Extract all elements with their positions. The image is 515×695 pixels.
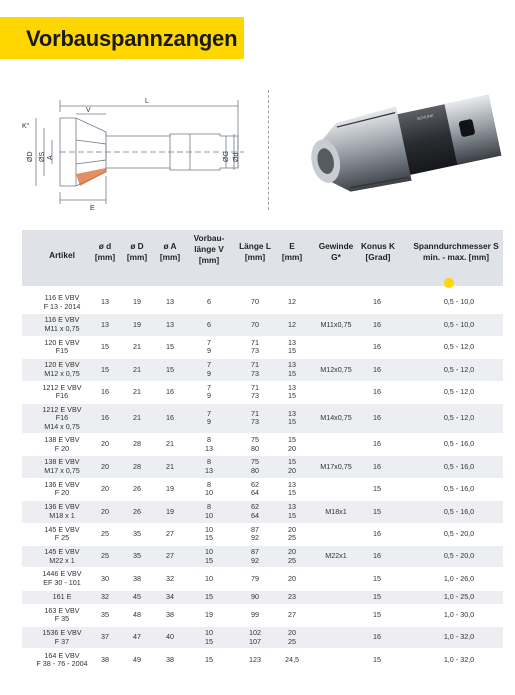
cell-A: 21 <box>166 439 174 449</box>
cell-D: 26 <box>133 484 141 494</box>
cell-d: 38 <box>101 654 109 664</box>
table-row <box>22 359 503 381</box>
cell-D: 19 <box>133 319 141 329</box>
cell-d: 32 <box>101 591 109 601</box>
cell-E: 20 <box>288 573 296 583</box>
drawing-label-phiG: ØG <box>223 151 230 162</box>
table-row <box>22 546 503 568</box>
cell-D: 26 <box>133 506 141 516</box>
cell-K: 16 <box>373 632 381 642</box>
cell-L: 75 80 <box>251 457 259 476</box>
cell-artikel: 138 E VBV M17 x 0,75 <box>44 457 80 476</box>
cell-artikel: 1536 E VBV F 37 <box>42 628 82 646</box>
cell-artikel: 116 E VBV F 13 - 2014 <box>43 293 81 311</box>
cell-K: 15 <box>373 484 381 494</box>
cell-D: 21 <box>133 364 141 374</box>
cell-artikel: 138 E VBV F 20 <box>44 435 80 453</box>
cell-A: 40 <box>166 632 174 642</box>
cell-K: 16 <box>373 413 381 423</box>
cell-artikel: 136 E VBV M18 x 1 <box>44 502 80 520</box>
cell-A: 13 <box>166 319 174 329</box>
table-row <box>22 404 503 434</box>
cell-K: 16 <box>373 528 381 538</box>
cell-D: 21 <box>133 342 141 352</box>
cell-L: 90 <box>251 591 259 601</box>
table-row <box>22 649 503 671</box>
cell-E: 27 <box>288 610 296 620</box>
cell-G: M18x1 <box>325 506 347 516</box>
cell-d: 37 <box>101 632 109 642</box>
cell-G <box>310 479 362 500</box>
cell-S: 0,5 - 20,0 <box>443 528 475 538</box>
cell-D: 47 <box>133 632 141 642</box>
cell-G: M14x0,75 <box>320 413 352 423</box>
cell-A: 32 <box>166 573 174 583</box>
cell-L: 71 73 <box>251 382 259 401</box>
cell-E: 20 25 <box>288 547 296 565</box>
cell-V: 15 <box>205 654 213 664</box>
col-header-artikel: Artikel <box>49 250 75 260</box>
cell-E: 15 20 <box>288 457 296 476</box>
col-header-E: E [mm] <box>281 241 303 262</box>
photo-brand: SCHUNK <box>416 112 434 122</box>
cell-A: 27 <box>166 528 174 538</box>
cell-V: 8 10 <box>205 479 213 498</box>
cell-artikel: 1446 E VBV EF 30 - 101 <box>42 569 82 587</box>
cell-V: 10 <box>205 573 213 583</box>
table-header <box>22 230 503 286</box>
cell-V: 8 13 <box>205 435 213 453</box>
table-row <box>22 501 503 523</box>
cell-V: 7 9 <box>207 360 211 378</box>
cell-E: 13 15 <box>288 382 296 401</box>
cell-D: 21 <box>133 386 141 396</box>
col-header-D: ø D [mm] <box>126 241 148 262</box>
cell-S: 0,5 - 12,0 <box>443 386 475 396</box>
drawing-label-phid: Ød <box>233 152 240 162</box>
cell-S: 0,5 - 12,0 <box>443 364 475 374</box>
cell-artikel: 161 E <box>52 591 72 601</box>
cell-d: 15 <box>101 364 109 374</box>
cell-L: 99 <box>251 610 259 620</box>
cell-S: 1,0 - 32,0 <box>443 654 475 664</box>
cell-L: 87 92 <box>251 524 259 543</box>
cell-V: 6 <box>207 297 211 307</box>
cell-G <box>310 434 362 455</box>
cell-S: 0,5 - 10,0 <box>443 319 475 329</box>
table-row <box>22 456 503 478</box>
cell-G: M11x0,75 <box>320 319 352 329</box>
cell-d: 20 <box>101 506 109 516</box>
cell-d: 20 <box>101 484 109 494</box>
table-row <box>22 479 503 501</box>
col-header-G: Gewinde G* <box>318 241 354 262</box>
cell-L: 123 <box>249 654 261 664</box>
cell-L: 62 64 <box>251 479 259 498</box>
cell-K: 16 <box>373 461 381 471</box>
cell-S: 0,5 - 16,0 <box>443 439 475 449</box>
cell-K: 15 <box>373 654 381 664</box>
cell-V: 10 15 <box>205 547 213 565</box>
cell-G: M22x1 <box>325 551 347 561</box>
cell-K: 16 <box>373 551 381 561</box>
cell-V: 10 15 <box>205 524 213 543</box>
cell-L: 71 73 <box>251 337 259 356</box>
cell-A: 15 <box>166 342 174 352</box>
table-row <box>22 605 503 627</box>
drawing-label-K: K° <box>22 123 30 130</box>
cell-K: 16 <box>373 297 381 307</box>
cell-artikel: 136 E VBV F 20 <box>44 479 80 498</box>
cell-V: 7 9 <box>207 337 211 356</box>
cell-G <box>310 292 362 313</box>
col-header-V: Vorbau- länge V [mm] <box>193 233 225 265</box>
cell-K: 15 <box>373 506 381 516</box>
cell-K: 15 <box>373 591 381 601</box>
drawing-label-phiD: ØD <box>27 151 34 162</box>
technical-drawing <box>20 88 252 216</box>
table-row <box>22 292 503 314</box>
cell-S: 0,5 - 20,0 <box>443 551 475 561</box>
table-row <box>22 337 503 359</box>
cell-G: M17x0,75 <box>320 461 352 471</box>
cell-K: 16 <box>373 342 381 352</box>
cell-S: 1,0 - 26,0 <box>443 573 475 583</box>
cell-S: 1,0 - 32,0 <box>443 632 475 642</box>
table-row <box>22 434 503 456</box>
cell-L: 71 73 <box>251 360 259 378</box>
cell-E: 24,5 <box>285 654 299 664</box>
cell-G <box>310 568 362 589</box>
cell-D: 35 <box>133 551 141 561</box>
cell-E: 23 <box>288 591 296 601</box>
cell-K: 16 <box>373 319 381 329</box>
col-header-d: ø d [mm] <box>94 241 116 262</box>
cell-artikel: 1212 E VBV F16 M14 x 0,75 <box>42 404 82 431</box>
divider-line <box>268 90 269 210</box>
collet-photo <box>282 86 504 204</box>
cell-artikel: 120 E VBV F15 <box>44 337 80 356</box>
cell-d: 25 <box>101 528 109 538</box>
cell-L: 87 92 <box>251 547 259 565</box>
cell-D: 45 <box>133 591 141 601</box>
cell-D: 48 <box>133 610 141 620</box>
cell-d: 30 <box>101 573 109 583</box>
cell-D: 49 <box>133 654 141 664</box>
page-title: Vorbauspannzangen <box>26 26 238 51</box>
cell-D: 28 <box>133 461 141 471</box>
table-row <box>22 591 503 605</box>
table-row <box>22 568 503 590</box>
cell-E: 12 <box>288 297 296 307</box>
cell-L: 70 <box>251 319 259 329</box>
cell-G <box>310 649 362 670</box>
cell-S: 1,0 - 30,0 <box>443 610 475 620</box>
cell-A: 16 <box>166 413 174 423</box>
cell-d: 20 <box>101 461 109 471</box>
cell-A: 21 <box>166 461 174 471</box>
cell-S: 0,5 - 12,0 <box>443 413 475 423</box>
cell-d: 20 <box>101 439 109 449</box>
cell-E: 13 15 <box>288 479 296 498</box>
cell-S: 0,5 - 12,0 <box>443 342 475 352</box>
cell-G <box>310 605 362 626</box>
cell-G <box>310 524 362 545</box>
cell-D: 28 <box>133 439 141 449</box>
cell-artikel: 164 E VBV F 38 - 76 - 2004 <box>36 650 88 669</box>
cell-G <box>310 627 362 648</box>
cell-S: 0,5 - 16,0 <box>443 484 475 494</box>
col-header-S: Spanndurchmesser S min. - max. [mm] <box>413 241 499 262</box>
cell-artikel: 145 E VBV F 25 <box>44 524 80 543</box>
drawing-label-phiS: ØS <box>39 151 46 162</box>
cell-E: 12 <box>288 319 296 329</box>
cell-L: 75 80 <box>251 435 259 453</box>
cell-D: 35 <box>133 528 141 538</box>
cell-L: 79 <box>251 573 259 583</box>
cell-A: 34 <box>166 591 174 601</box>
cell-E: 20 25 <box>288 628 296 646</box>
cell-d: 16 <box>101 413 109 423</box>
col-header-K: Konus K [Grad] <box>360 241 396 262</box>
cell-d: 16 <box>101 386 109 396</box>
cell-S: 0,5 - 16,0 <box>443 506 475 516</box>
cell-V: 8 13 <box>205 457 213 476</box>
cell-A: 38 <box>166 610 174 620</box>
cell-V: 15 <box>205 591 213 601</box>
drawing-label-E: E <box>90 205 95 212</box>
cell-S: 0,5 - 16,0 <box>443 461 475 471</box>
cell-d: 15 <box>101 342 109 352</box>
col-header-L: Länge L [mm] <box>239 241 271 262</box>
cell-artikel: 1212 E VBV F16 <box>42 382 82 401</box>
cell-E: 13 15 <box>288 337 296 356</box>
accent-dot <box>444 278 454 288</box>
cell-d: 25 <box>101 551 109 561</box>
cell-artikel: 163 E VBV F 35 <box>44 605 80 624</box>
table-row <box>22 627 503 649</box>
cell-d: 13 <box>101 297 109 307</box>
cell-V: 6 <box>207 319 211 329</box>
cell-A: 13 <box>166 297 174 307</box>
cell-A: 15 <box>166 364 174 374</box>
cell-artikel: 116 E VBV M11 x 0,75 <box>44 315 80 334</box>
cell-A: 27 <box>166 551 174 561</box>
data-table <box>22 292 503 672</box>
cell-K: 16 <box>373 386 381 396</box>
cell-artikel: 120 E VBV M12 x 0,75 <box>44 360 80 378</box>
cell-V: 10 15 <box>205 628 213 646</box>
cell-A: 16 <box>166 386 174 396</box>
drawing-label-V: V <box>86 107 91 114</box>
cell-d: 13 <box>101 319 109 329</box>
cell-V: 8 10 <box>205 502 213 520</box>
cell-A: 38 <box>166 654 174 664</box>
cell-E: 13 15 <box>288 502 296 520</box>
table-row <box>22 524 503 546</box>
cell-S: 1,0 - 25,0 <box>443 591 475 601</box>
cell-G <box>310 591 362 604</box>
cell-artikel: 145 E VBV M22 x 1 <box>44 547 80 565</box>
cell-D: 21 <box>133 413 141 423</box>
cell-K: 15 <box>373 573 381 583</box>
cell-D: 19 <box>133 297 141 307</box>
drawing-label-L: L <box>145 98 149 105</box>
cell-E: 13 15 <box>288 360 296 378</box>
cell-L: 62 64 <box>251 502 259 520</box>
cell-E: 20 25 <box>288 524 296 543</box>
table-row <box>22 382 503 404</box>
cell-L: 102 107 <box>249 628 261 646</box>
cell-S: 0,5 - 10,0 <box>443 297 475 307</box>
cell-A: 19 <box>166 484 174 494</box>
cell-V: 7 9 <box>207 408 211 427</box>
cell-D: 38 <box>133 573 141 583</box>
cell-K: 16 <box>373 439 381 449</box>
cell-V: 7 9 <box>207 382 211 401</box>
cell-L: 71 73 <box>251 408 259 427</box>
col-header-A: ø A [mm] <box>159 241 181 262</box>
table-row <box>22 314 503 336</box>
cell-E: 15 20 <box>288 435 296 453</box>
cell-d: 35 <box>101 610 109 620</box>
cell-K: 16 <box>373 364 381 374</box>
drawing-label-A: A <box>47 155 54 160</box>
cell-G: M12x0,75 <box>320 364 352 374</box>
cell-G <box>310 382 362 403</box>
cell-K: 15 <box>373 610 381 620</box>
cell-A: 19 <box>166 506 174 516</box>
cell-L: 70 <box>251 297 259 307</box>
cell-V: 19 <box>205 610 213 620</box>
cell-E: 13 15 <box>288 408 296 427</box>
cell-G <box>310 337 362 358</box>
